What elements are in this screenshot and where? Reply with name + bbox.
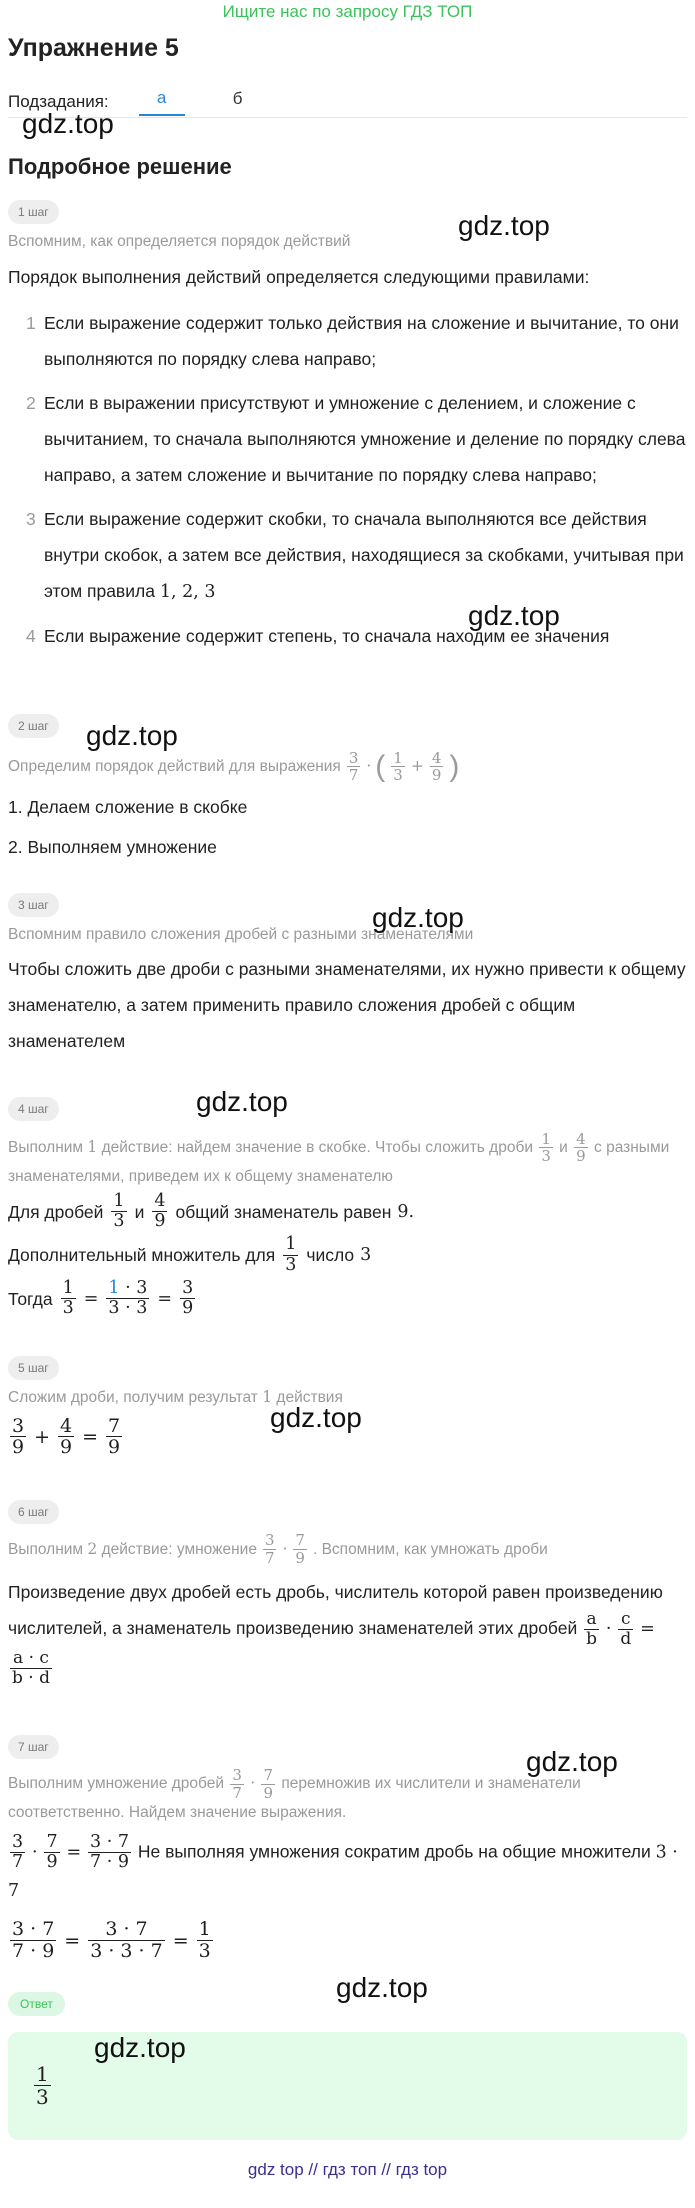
section-title: Подробное решение — [8, 154, 232, 179]
equation: $\frac{3}{9}$ + $\frac{4}{9}$ = $\frac{7}{9}$ — [12, 1414, 121, 1459]
equation: $\frac{3 \cdot 7}{7 \cdot 9}$ = $\frac{3 \cdot 7}{3 \cdot 3 \cdot 7}$ = $\frac{1}{3}$ — [12, 1918, 211, 1963]
step-2 — [8, 694, 687, 865]
page-title: Упражнение 5 — [8, 34, 179, 62]
fraction: $\frac{7}{9}$ — [263, 1766, 273, 1802]
fraction: $\frac{4}{9}$ — [431, 748, 442, 785]
fraction: $\frac{4}{9}$ — [154, 1190, 166, 1231]
answer-badge: Ответ — [8, 1992, 65, 2016]
watermark: gdz.top — [526, 1746, 618, 1777]
fraction: $\frac{1}{3}$ — [62, 1277, 74, 1318]
paren-open: ( — [375, 750, 386, 784]
fraction: $\frac{1 \cdot 3}{3 \cdot 3}$ — [108, 1277, 148, 1318]
list-item — [8, 305, 687, 377]
answer-fraction: $\frac{1}{3}$ — [36, 2062, 49, 2110]
fraction: $\frac{1}{3}$ — [285, 1234, 297, 1275]
fraction: $\frac{1}{3}$ — [198, 1918, 211, 1963]
step-7 — [8, 1715, 687, 1962]
step-text: Тогда $\frac{1}{3}$ = $\frac{1 \cdot 3}{3 \cdot 3}$ = $\frac{3}{9}$ — [8, 1277, 194, 1318]
fraction: $\frac{3}{7}$ — [348, 748, 359, 785]
fraction: $\frac{1}{3}$ — [393, 748, 403, 785]
step-badge: 2 шаг — [8, 714, 59, 738]
step-badge: 4 шаг — [8, 1097, 59, 1121]
tab-b[interactable]: б — [232, 89, 243, 108]
fraction: $\frac{3 \cdot 7}{7 \cdot 9}$ — [90, 1831, 129, 1872]
list-num: 2 — [26, 393, 36, 414]
fraction: $\frac{3}{9}$ — [12, 1414, 25, 1459]
fraction: $\frac{3 \cdot 7}{7 \cdot 9}$ — [12, 1918, 55, 1963]
fraction: $\frac{4}{9}$ — [60, 1414, 73, 1459]
footer-links[interactable]: gdz top // гдз топ // гдз top — [247, 2159, 448, 2179]
step-hint: Сложим дроби, получим результат 1 действия — [8, 1388, 343, 1407]
list-item — [8, 385, 687, 493]
fraction: $\frac{1}{3}$ — [541, 1129, 551, 1165]
watermark: gdz.top — [372, 902, 464, 933]
list-item — [8, 501, 687, 610]
fraction: $\frac{c}{d}$ — [620, 1609, 632, 1650]
step-text: Для дробей $\frac{1}{3}$ и $\frac{4}{9}$ общий знаменатель равен 9. — [8, 1190, 415, 1231]
watermark: gdz.top — [468, 600, 560, 631]
subtasks-label: Подзадания: — [8, 92, 109, 111]
list-num: 3 — [26, 509, 36, 530]
plus-sign: + — [410, 757, 424, 776]
search-banner[interactable]: Ищите нас по запросу ГДЗ ТОП — [222, 2, 473, 21]
step-hint: Выполним 1 действие: найдем значение в скобке. Чтобы сложить дроби $\frac{1}{3}$ и $\frac{4}{9}$ с разными знаменателями, приведем их к общему знаменателю — [8, 1129, 670, 1185]
watermark: gdz.top — [270, 1402, 362, 1433]
step-5 — [8, 1336, 687, 1458]
watermark: gdz.top — [196, 1086, 288, 1117]
rules-list — [8, 305, 687, 654]
fraction: $\frac{4}{9}$ — [576, 1129, 586, 1165]
rules-math: 1, 2, 3 — [159, 582, 216, 603]
step-hint: Выполним умножение дробей $\frac{3}{7}$ · $\frac{7}{9}$ перемножив их числители и знаменатели соответственно. Найдем значение выражения. — [8, 1766, 581, 1822]
list-num: 4 — [26, 626, 36, 647]
step-hint: Выполним 2 действие: умножение $\frac{3}{7}$ · $\frac{7}{9}$ . Вспомним, как умножать дроби — [8, 1531, 548, 1567]
paren-close: ) — [449, 750, 460, 784]
list-item — [8, 618, 687, 654]
fraction: $\frac{7}{9}$ — [46, 1831, 58, 1872]
answer-box — [8, 2032, 687, 2140]
step-text: Порядок выполнения действий определяется следующими правилами: — [8, 267, 590, 288]
step-badge: 1 шаг — [8, 200, 59, 224]
fraction: $\frac{3}{7}$ — [232, 1766, 242, 1802]
hint-text: Определим порядок действий для выражения — [8, 758, 341, 776]
watermark: gdz.top — [22, 108, 114, 139]
fraction: $\frac{7}{9}$ — [108, 1414, 121, 1459]
step-hint: Вспомним правило сложения дробей с разными знаменателями — [8, 926, 474, 944]
step-hint — [8, 744, 687, 789]
fraction: $\frac{1}{3}$ — [113, 1190, 125, 1231]
step-4 — [8, 1077, 687, 1319]
watermark: gdz.top — [86, 720, 178, 751]
step-text: Произведение двух дробей есть дробь, числитель которой равен произведению числителей, а знаменатель произведению знаменателей этих дробей $\frac{a}{b}$ · $\frac{c}{d}$ = $\frac{a \cdot c}{b \cdot d}$ — [8, 1582, 663, 1688]
step-badge: 5 шаг — [8, 1356, 59, 1380]
dot-sign: · — [366, 757, 372, 776]
step-text: 1. Делаем сложение в скобке — [8, 797, 248, 818]
list-text: Если в выражении присутствуют и умножение с делением, и сложение с вычитанием, то сначала выполняются умножение и деление по порядку слева направо, а затем сложение и вычитание по порядку слева направо; — [44, 393, 686, 486]
step-text: Чтобы сложить две дроби с разными знаменателями, их нужно привести к общему знаменателю, а затем применить правило сложения дробей с общим знаменателем — [8, 958, 686, 1051]
step-6 — [8, 1480, 687, 1687]
fraction: $\frac{7}{9}$ — [295, 1531, 305, 1567]
answer-block — [8, 1992, 687, 2140]
list-text: Если выражение содержит степень, то сначала находим ее значения — [44, 626, 610, 647]
watermark: gdz.top — [458, 210, 550, 241]
list-text: Если выражение содержит только действия на сложение и вычитание, то они выполняются по порядку слева направо; — [44, 313, 679, 370]
fraction: $\frac{3}{7}$ — [264, 1531, 275, 1567]
fraction: $\frac{3}{9}$ — [182, 1277, 194, 1318]
step-badge: 3 шаг — [8, 893, 59, 917]
watermark: gdz.top — [94, 2032, 186, 2063]
subtasks-bar — [8, 87, 687, 118]
fraction: $\frac{3}{7}$ — [12, 1831, 24, 1872]
fraction: $\frac{a \cdot c}{b \cdot d}$ — [12, 1648, 50, 1688]
step-hint: Вспомним, как определяется порядок действий — [8, 233, 351, 250]
step-1 — [8, 180, 687, 654]
fraction: $\frac{3 \cdot 7}{3 \cdot 3 \cdot 7}$ — [90, 1918, 163, 1963]
step-text: 2. Выполняем умножение — [8, 837, 217, 858]
list-text: Если выражение содержит скобки, то сначала выполняются все действия внутри скобок, а затем все действия, находящиеся за скобками, учитывая при этом правила — [44, 509, 684, 602]
step-text: $\frac{3}{7}$ · $\frac{7}{9}$ = $\frac{3 \cdot 7}{7 \cdot 9}$ Не выполняя умножения сократим дробь на общие множители 3 · 7 — [8, 1831, 678, 1902]
step-text: Дополнительный множитель для $\frac{1}{3}$ число 3 — [8, 1234, 372, 1275]
watermark: gdz.top — [336, 1972, 428, 2003]
step-badge: 7 шаг — [8, 1735, 59, 1759]
tab-a[interactable]: а — [139, 88, 185, 116]
step-3 — [8, 873, 687, 1058]
list-num: 1 — [26, 313, 36, 334]
step-badge: 6 шаг — [8, 1500, 59, 1524]
fraction: $\frac{a}{b}$ — [586, 1609, 598, 1650]
